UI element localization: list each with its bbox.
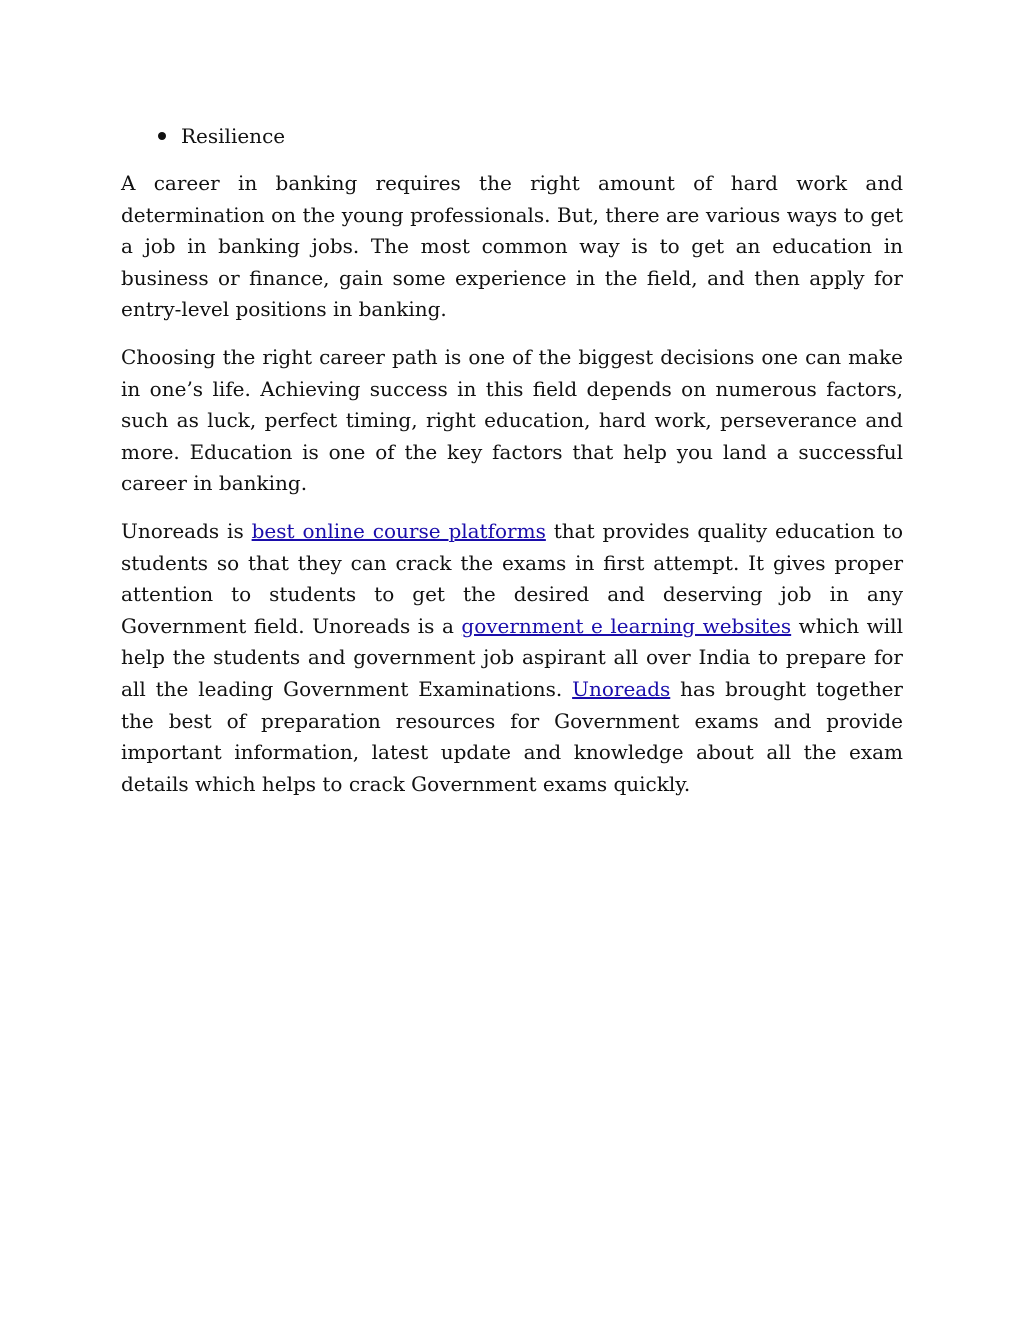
paragraph-text-segment: Unoreads is (121, 518, 252, 543)
paragraph-text-segment: has brought together the best of preparation resources for Government exams and provide important information, latest update and knowledge about all the exam details which helps to crack Government exams quickly. (121, 676, 903, 796)
paragraph-banking-career: A career in banking requires the right amount of hard work and determination on the young professionals. But, there are various ways to get a job in banking jobs. The most common way is to get an education in business or finance, gain some experience in the field, and then apply for entry-level positions in banking. (121, 171, 903, 322)
paragraph-unoreads (121, 516, 903, 800)
bullet-dot-icon (158, 132, 166, 140)
bullet-list (121, 118, 903, 154)
bullet-label: Resilience (181, 124, 286, 148)
paragraph-career-path: Choosing the right career path is one of the biggest decisions one can make in one’s life. Achieving success in this field depends on numerous factors, such as luck, perfect timing, right education, hard work, perseverance and more. Education is one of the key factors that help you land a successful career in banking. (121, 344, 903, 496)
link-best-online-course-platforms[interactable]: best online course platforms (251, 518, 546, 543)
bullet-item-resilience (121, 118, 903, 154)
link-unoreads[interactable]: Unoreads (572, 676, 671, 701)
document-body (121, 118, 903, 816)
link-government-e-learning-websites[interactable]: government e learning websites (461, 613, 792, 638)
paragraph-text-segment: which will help the students and government job aspirant all over India to prepare for all the leading Government Examinations. (121, 613, 903, 701)
paragraph-text-segment: that provides quality education to students so that they can crack the exams in first attempt. It gives proper attention to students to get the desired and deserving job in any Government field. Unoreads is a (121, 518, 903, 638)
